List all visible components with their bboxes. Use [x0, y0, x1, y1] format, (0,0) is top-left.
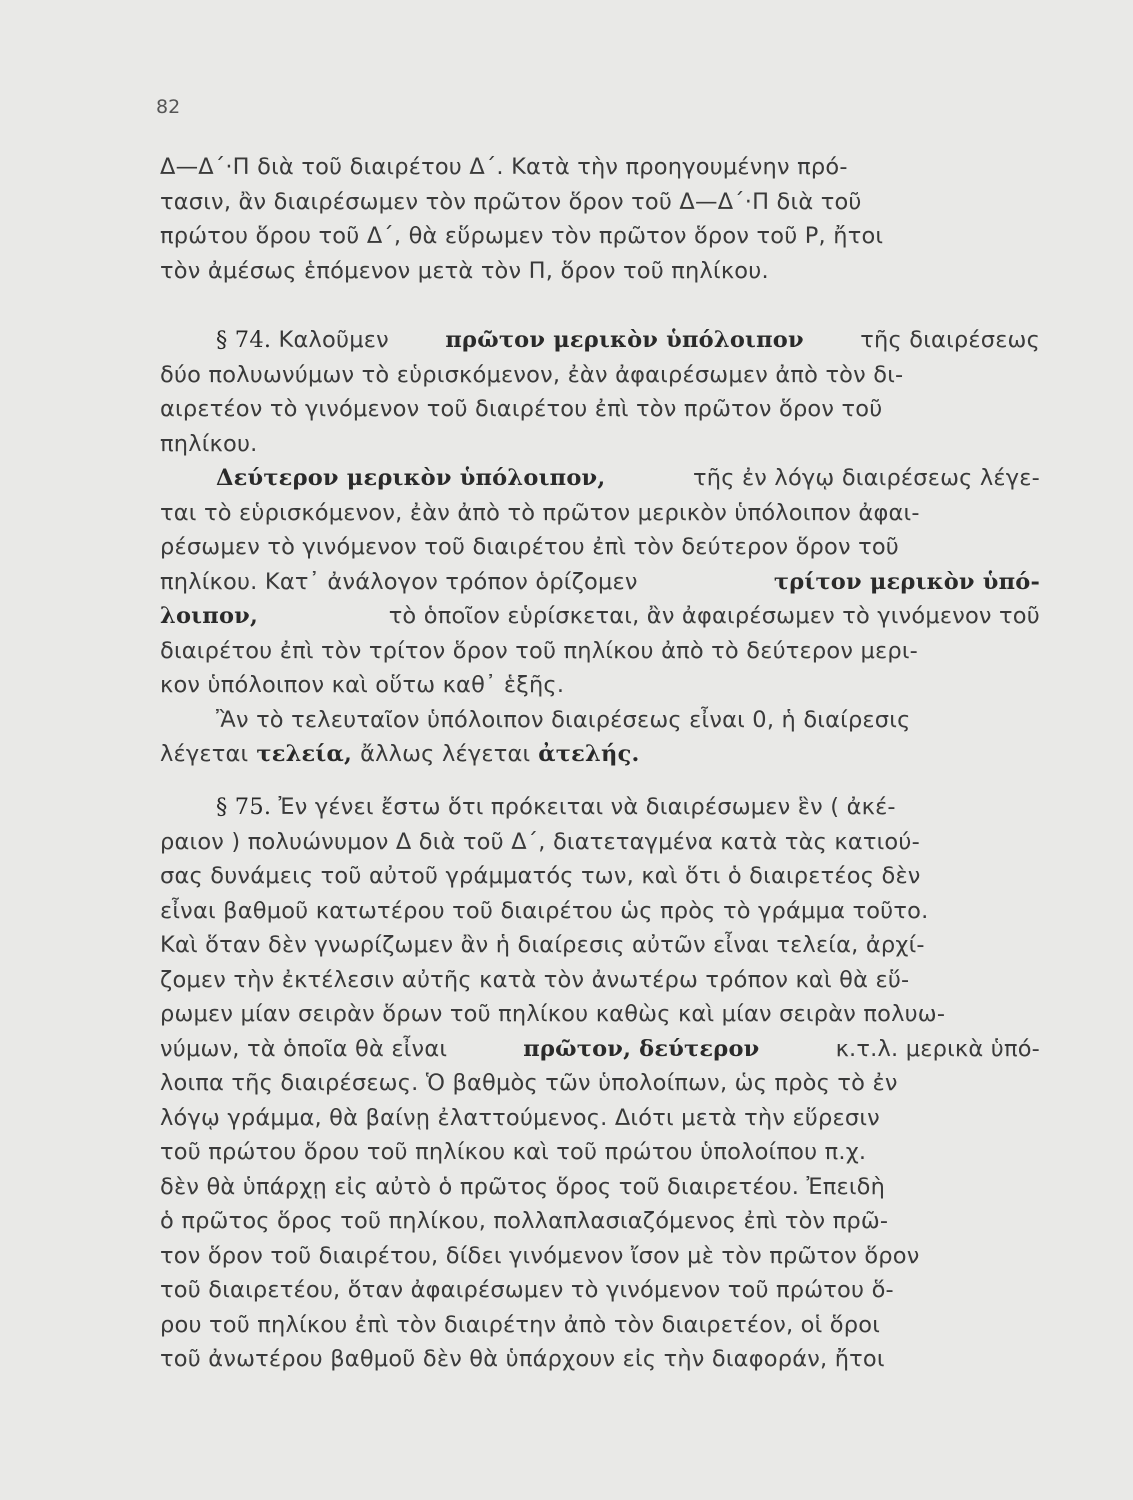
section-mark: § 74.: [216, 327, 272, 353]
text-line: ρέσωμεν τὸ γινόμενον τοῦ διαιρέτου ἐπὶ τὸν δεύτερον ὅρον τοῦ: [160, 534, 900, 560]
text-line: τασιν, ἂν διαιρέσωμεν τὸν πρῶτον ὅρον τοῦ Δ—Δ΄·Π διὰ τοῦ: [160, 188, 862, 215]
text-line: λοιπον, τὸ ὁποῖον εὑρίσκεται, ἂν ἀφαιρέσωμεν τὸ γινόμενον τοῦ: [160, 603, 1040, 629]
text-line: τον ὅρον τοῦ διαιρέτου, δίδει γινόμενον ἴσον μὲ τὸν πρῶτον ὅρον: [160, 1242, 920, 1269]
term-first-second: πρῶτον, δεύτερον: [523, 1035, 760, 1062]
text-line: κον ὑπόλοιπον καὶ οὕτω καθ᾽ ἑξῆς.: [160, 672, 565, 698]
text-line: τοῦ διαιρετέου, ὅταν ἀφαιρέσωμεν τὸ γινόμενον τοῦ πρώτου ὅ-: [160, 1277, 894, 1303]
text-line: ρου τοῦ πηλίκου ἐπὶ τὸν διαιρέτην ἀπὸ τὸν διαιρετέον, οἱ ὅροι: [160, 1311, 881, 1338]
text-line: λοιπα τῆς διαιρέσεως. Ὁ βαθμὸς τῶν ὑπολοίπων, ὡς πρὸς τὸ ἐν: [160, 1070, 898, 1096]
text-line: ζομεν τὴν ἐκτέλεσιν αὐτῆς κατὰ τὸν ἀνωτέρω τρόπον καὶ θὰ εὕ-: [160, 966, 910, 993]
text-line: ται τὸ εὑρισκόμενον, ἐὰν ἀπὸ τὸ πρῶτον μερικὸν ὑπόλοιπον ἀφαι-: [160, 499, 920, 526]
text-line: αιρετέον τὸ γινόμενον τοῦ διαιρέτου ἐπὶ τὸν πρῶτον ὅρον τοῦ: [160, 396, 883, 422]
text-line: τὸν ἀμέσως ἑπόμενον μετὰ τὸν Π, ὅρον τοῦ πηλίκου.: [160, 257, 769, 284]
text-line: § 74. Καλοῦμεν πρῶτον μερικὸν ὑπόλοιπον τῆς διαιρέσεως: [160, 323, 1040, 358]
term-first-partial-remainder: πρῶτον μερικὸν ὑπόλοιπον: [445, 327, 804, 353]
section-75: [160, 790, 1040, 1377]
section-mark: § 75.: [216, 794, 272, 820]
text-line: πηλίκου. Κατ᾽ ἀνάλογον τρόπον ὁρίζομεν τρίτον μερικὸν ὑπό-: [160, 565, 1040, 600]
page-number: 82: [156, 96, 181, 118]
text-line: νύμων, τὰ ὁποῖα θὰ εἶναι πρῶτον, δεύτερον κ.τ.λ. μερικὰ ὑπό-: [160, 1032, 1040, 1067]
term-third-partial-remainder: τρίτον μερικὸν ὑπό-: [773, 568, 1040, 595]
text-line: πρώτου ὅρου τοῦ Δ΄, θὰ εὕρωμεν τὸν πρῶτον ὅρον τοῦ Ρ, ἤτοι: [160, 223, 884, 249]
text-line: λέγεται τελεία, ἄλλως λέγεται ἀτελής.: [160, 737, 1040, 772]
text-line: Ἂν τὸ τελευταῖον ὑπόλοιπον διαιρέσεως εἶναι 0, ἡ διαίρεσις: [216, 706, 911, 733]
text-line: τοῦ πρώτου ὅρου τοῦ πηλίκου καὶ τοῦ πρώτου ὑπολοίπου π.χ.: [160, 1139, 867, 1165]
text-line: Δ—Δ΄·Π διὰ τοῦ διαιρέτου Δ΄. Κατὰ τὴν προηγουμένην πρό-: [160, 154, 848, 180]
term-second-partial-remainder: Δεύτερον μερικὸν ὑπόλοιπον,: [216, 465, 606, 491]
section-74: [160, 323, 1040, 772]
text-line: λόγῳ γράμμα, θὰ βαίνῃ ἐλαττούμενος. Διότι μετὰ τὴν εὕρεσιν: [160, 1104, 880, 1131]
text-line: διαιρέτου ἐπὶ τὸν τρίτον ὅρον τοῦ πηλίκου ἀπὸ τὸ δεύτερον μερι-: [160, 637, 918, 664]
text-line: Καὶ ὅταν δὲν γνωρίζωμεν ἂν ἡ διαίρεσις αὐτῶν εἶναι τελεία, ἀρχί-: [160, 932, 925, 958]
term-inexact: ἀτελής.: [538, 741, 640, 767]
text-line: ραιον ) πολυώνυμον Δ διὰ τοῦ Δ΄, διατεταγμένα κατὰ τὰς κατιού-: [160, 828, 920, 855]
text-line: εἶναι βαθμοῦ κατωτέρου τοῦ διαιρέτου ὡς πρὸς τὸ γράμμα τοῦτο.: [160, 897, 929, 924]
text-line: σας δυνάμεις τοῦ αὐτοῦ γράμματός των, καὶ ὅτι ὁ διαιρετέος δὲν: [160, 863, 921, 889]
text-line: πηλίκου.: [160, 430, 258, 457]
text-line: δύο πολυωνύμων τὸ εὑρισκόμενον, ἐὰν ἀφαιρέσωμεν ἀπὸ τὸν δι-: [160, 361, 904, 388]
text-line: δὲν θὰ ὑπάρχῃ εἰς αὐτὸ ὁ πρῶτος ὅρος τοῦ διαιρετέου. Ἐπειδὴ: [160, 1173, 886, 1200]
text-line: ρωμεν μίαν σειρὰν ὅρων τοῦ πηλίκου καθὼς καὶ μίαν σειρὰν πολυω-: [160, 1001, 946, 1027]
term-exact: τελεία,: [256, 741, 353, 767]
paragraph-intro: [160, 150, 1040, 288]
text-line: τοῦ ἀνωτέρου βαθμοῦ δὲν θὰ ὑπάρχουν εἰς τὴν διαφοράν, ἤτοι: [160, 1346, 885, 1372]
text-line: Δεύτερον μερικὸν ὑπόλοιπον, τῆς ἐν λόγῳ διαιρέσεως λέγε-: [160, 461, 1040, 496]
text-line: § 75. Ἐν γένει ἔστω ὅτι πρόκειται νὰ διαιρέσωμεν ἓν ( ἀκέ-: [160, 790, 1040, 825]
text-line: ὁ πρῶτος ὅρος τοῦ πηλίκου, πολλαπλασιαζόμενος ἐπὶ τὸν πρῶ-: [160, 1208, 889, 1234]
